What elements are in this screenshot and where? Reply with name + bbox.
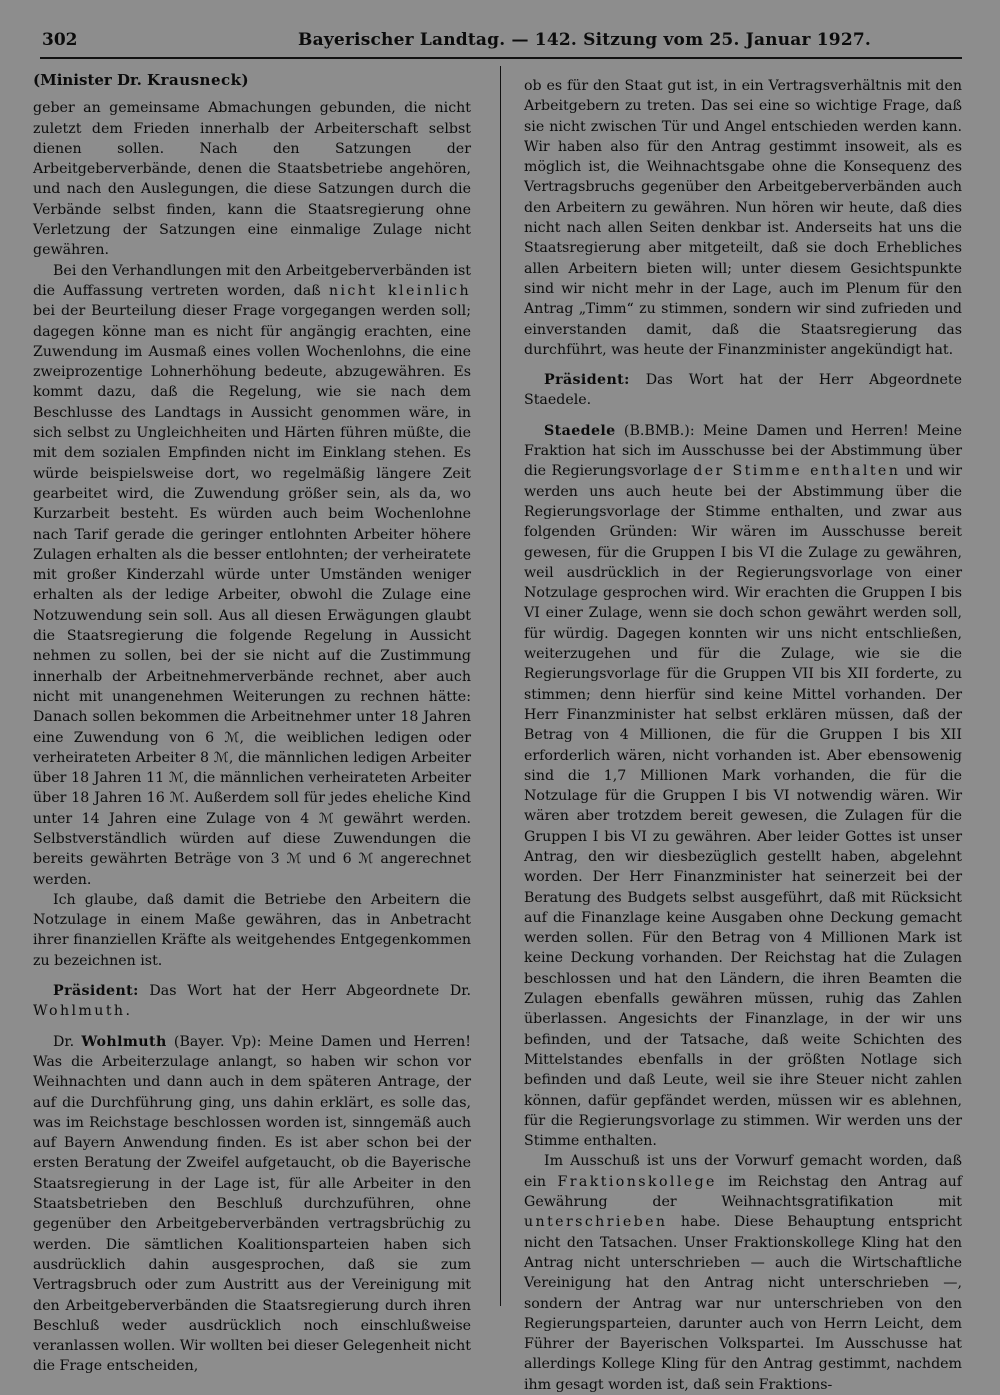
left-column <box>33 70 471 1377</box>
paragraph: geber an gemeinsame Abmachungen gebunden, die nicht zuletzt dem Frieden innerhalb der Arbeiterschaft selbst dienen sollen. Nach den Satzungen der Arbeitgeberverbände, denen die Staatsbetriebe angehören, und nach den Auslegungen, die diese Satzungen durch die Verbände selbst finden, kann die Staatsregierung ohne Verletzung der Satzungen eine einmalige Zulage nicht gewähren. <box>33 100 471 259</box>
speaker-label: Präsident: <box>53 983 139 1000</box>
president-statement: Präsident: Das Wort hat der Herr Abgeordnete Staedele. <box>524 372 962 409</box>
speaker-name: Wohlmuth. <box>33 1003 133 1020</box>
paragraph: Ich glaube, daß damit die Betriebe den Arbeitern die Notzulage in einem Maße gewähren, das in Anbetracht ihrer finanziellen Kräfte als weitgehendes Entgegenkommen zu bezeichnen ist. <box>33 891 471 969</box>
minister-name: Krausneck <box>147 71 242 89</box>
emphasis: der Stimme enthalten <box>693 463 901 480</box>
emphasis: Fraktionskollege <box>557 1173 717 1190</box>
column-separator <box>500 66 501 1306</box>
paragraph: Bei den Verhandlungen mit den Arbeitgeberverbänden ist die Auffassung vertreten worden, daß nicht kleinlich bei der Beurteilung dieser Frage vorgegangen werden soll; dagegen könne man es nicht für angängig erachten, eine Zuwendung im Ausmaß eines vollen Wochenlohns, die eine zweiprozentige Lohnerhöhung bedeute, abzugewähren. Es kommt dazu, daß die Regelung, wie sie nach dem Beschlusse des Landtags in Aussicht genommen wäre, in sich selbst zu Ungleichheiten und Härten führen müßte, die mit dem sozialen Empfinden nicht im Einklang stehen. Es würde beispielsweise dort, wo regelmäßig längere Zeit gearbeitet wird, die Zuwendung größer sein, als da, wo Kurzarbeit besteht. Es würden auch beim Wochenlohne nach Tarif gerade die geringer entlohnten Arbeiter höhere Zulagen erhalten als die besser entlohnten; der verheiratete mit großer Kinderzahl würde unter Umständen weniger erhalten als der ledige Arbeiter, obwohl die Zulage eine Notzuwendung sein soll. Aus all diesen Erwägungen glaubt die Staatsregierung die folgende Regelung in Aussicht nehmen zu sollen, bei der sie nicht auf die Zustimmung innerhalb der Arbeitnehmerverbände rechnet, aber auch nicht mit unangenehmen Weiterungen zu rechnen hätte: Danach sollen bekommen die Arbeitnehmer unter 18 Jahren eine Zuwendung von 6 ℳ, die weiblichen ledigen oder verheirateten Arbeiter 8 ℳ, die männlichen ledigen Arbeiter über 18 Jahren 11 ℳ, die männlichen verheirateten Arbeiter über 18 Jahren 16 ℳ. Außerdem soll für jedes eheliche Kind unter 14 Jahren eine Zulage von 4 ℳ gewährt werden. Selbstverständlich würden auf diese Zuwendungen die bereits gewährten Beträge von 3 ℳ und 6 ℳ angerechnet werden. <box>33 262 471 888</box>
running-title: Bayerischer Landtag. — 142. Sitzung vom 25. Januar 1927. <box>298 30 871 50</box>
emphasis: unterschrieben <box>524 1214 668 1231</box>
speaker-label: Präsident: <box>544 372 630 389</box>
header-rule <box>40 57 962 59</box>
speaker-name: Wohlmuth <box>81 1033 167 1050</box>
paragraph: ob es für den Staat gut ist, in ein Vertragsverhältnis mit den Arbeitgebern zu treten. Das sei eine so wichtige Frage, daß sie nicht zwischen Tür und Angel entschieden werden kann. Wir haben also für den Antrag gestimmt insoweit, als es möglich ist, die Weihnachtsgabe ohne die Konsequenz des Vertragsbruchs gegenüber den Arbeitgeberverbänden auch den Arbeitern zu gewähren. Nun hören wir heute, daß dies nicht nach allen Seiten denkbar ist. Anderseits hat uns die Staatsregierung aber mitgeteilt, daß sie doch Erhebliches allen Arbeitern bieten will; unter diesem Gesichtspunkte sind wir nicht mehr in der Lage, auch im Plenum für den Antrag „Timm“ zu stimmen, sondern wir sind zufrieden und einverstanden damit, daß die Staatsregierung das durchführt, was heute der Finanzminister angekündigt hat. <box>524 78 962 358</box>
emphasis: nicht kleinlich <box>328 282 471 299</box>
page-header <box>40 30 962 56</box>
paragraph: Im Ausschuß ist uns der Vorwurf gemacht worden, daß ein Fraktionskollege im Reichstag den Antrag auf Gewährung der Weihnachtsgratifikation mit unterschrieben habe. Diese Behauptung entspricht nicht den Tatsachen. Unser Fraktionskollege Kling hat den Antrag nicht unterschrieben — auch die Wirtschaftliche Vereinigung hat den Antrag nicht unterschrieben —, sondern der Antrag war nur unterschrieben von den Regierungsparteien, darunter auch von Herrn Leicht, dem Führer der Bayerischen Volkspartei. Im Ausschusse hat allerdings Kollege Kling für den Antrag gestimmt, nachdem ihm gesagt worden ist, daß sein Fraktions- <box>524 1153 962 1393</box>
right-column <box>524 76 962 1395</box>
speech-staedele: Staedele (B.BMB.): Meine Damen und Herren! Meine Fraktion hat sich im Ausschusse bei der Abstimmung über die Regierungsvorlage der Stimme enthalten und wir werden uns auch heute bei der Abstimmung über die Regierungsvorlage der Stimme enthalten, und zwar aus folgenden Gründen: Wir wären im Ausschusse bereit gewesen, für die Gruppen I bis VI die Zulage zu gewähren, weil ausdrücklich in der Regierungsvorlage von einer Notzulage gesprochen wird. Wir erachten die Gruppen I bis VI einer Zulage, wenn sie doch schon gewährt werden soll, für würdig. Dagegen konnten wir uns nicht entschließen, weiterzugehen und für die Zulage, wie sie die Regierungsvorlage für die Gruppen VII bis XII forderte, zu stimmen; denn hierfür sind keine Mittel vorhanden. Der Herr Finanzminister hat selbst erklären müssen, daß der Betrag von 4 Millionen, die für die Gruppen I bis XII erforderlich wären, nicht vorhanden ist. Aber ebensowenig sind die 1,7 Millionen Mark vorhanden, die für die Notzulage für die Gruppen I bis VI notwendig wären. Wir wären aber trotzdem bereit gewesen, die Zulagen für die Gruppen I bis VI zu gewähren. Aber leider Gottes ist unser Antrag, den wir diesbezüglich gestellt haben, abgelehnt worden. Der Herr Finanzminister hat seinerzeit bei der Beratung des Budgets selbst ausgeführt, daß mit Rücksicht auf die Finanzlage keine Ausgaben ohne Deckung gemacht werden sollen. Für den Betrag von 4 Millionen Mark ist keine Deckung vorhanden. Der Reichstag hat die Zulagen beschlossen und hat den Ländern, die ihren Beamten die Zulagen ebenfalls gewähren müssen, ruhig das Zahlen überlassen. Angesichts der Finanzlage, in der wir uns befinden, und der Tatsache, daß weite Schichten des Mittelstandes ebenfalls in der größten Notlage sich befinden und daß Leute, weil sie ihre Steuer nicht zahlen können, dafür gepfändet werden, müssen wir es ablehnen, für die Regierungsvorlage zu stimmen. Wir werden uns der Stimme enthalten. <box>524 422 963 1150</box>
speaker-continuation: (Minister Dr. Krausneck) <box>33 71 249 89</box>
speaker-name: Staedele <box>544 422 616 439</box>
page-number: 302 <box>42 30 78 50</box>
president-statement: Präsident: Das Wort hat der Herr Abgeordnete Dr. Wohlmuth. <box>33 983 471 1020</box>
speech-wohlmuth: Dr. Wohlmuth (Bayer. Vp): Meine Damen und Herren! Was die Arbeiterzulage anlangt, so haben wir schon vor Weihnachten und dann auch in dem späteren Antrage, der auf die Durchführung ging, uns dahin erklärt, es solle das, was im Reichstage beschlossen worden ist, sinngemäß auch auf Bayern Anwendung finden. Es ist aber schon bei der ersten Beratung der Zweifel aufgetaucht, ob die Bayerische Staatsregierung in der Lage ist, für alle Arbeiter in den Staatsbetrieben den Beschluß durchzuführen, ohne gegenüber den Arbeitgeberverbänden vertragsbrüchig zu werden. Die sämtlichen Koalitionsparteien haben sich ausdrücklich dahin ausgesprochen, daß sie zum Vertragsbruch oder zum Austritt aus der Vereinigung mit den Arbeitgeberverbänden die Staatsregierung durch ihren Beschluß weder ausdrücklich noch einschlußweise veranlassen wollen. Wir wollten bei dieser Gelegenheit nicht die Frage entscheiden, <box>33 1033 471 1375</box>
